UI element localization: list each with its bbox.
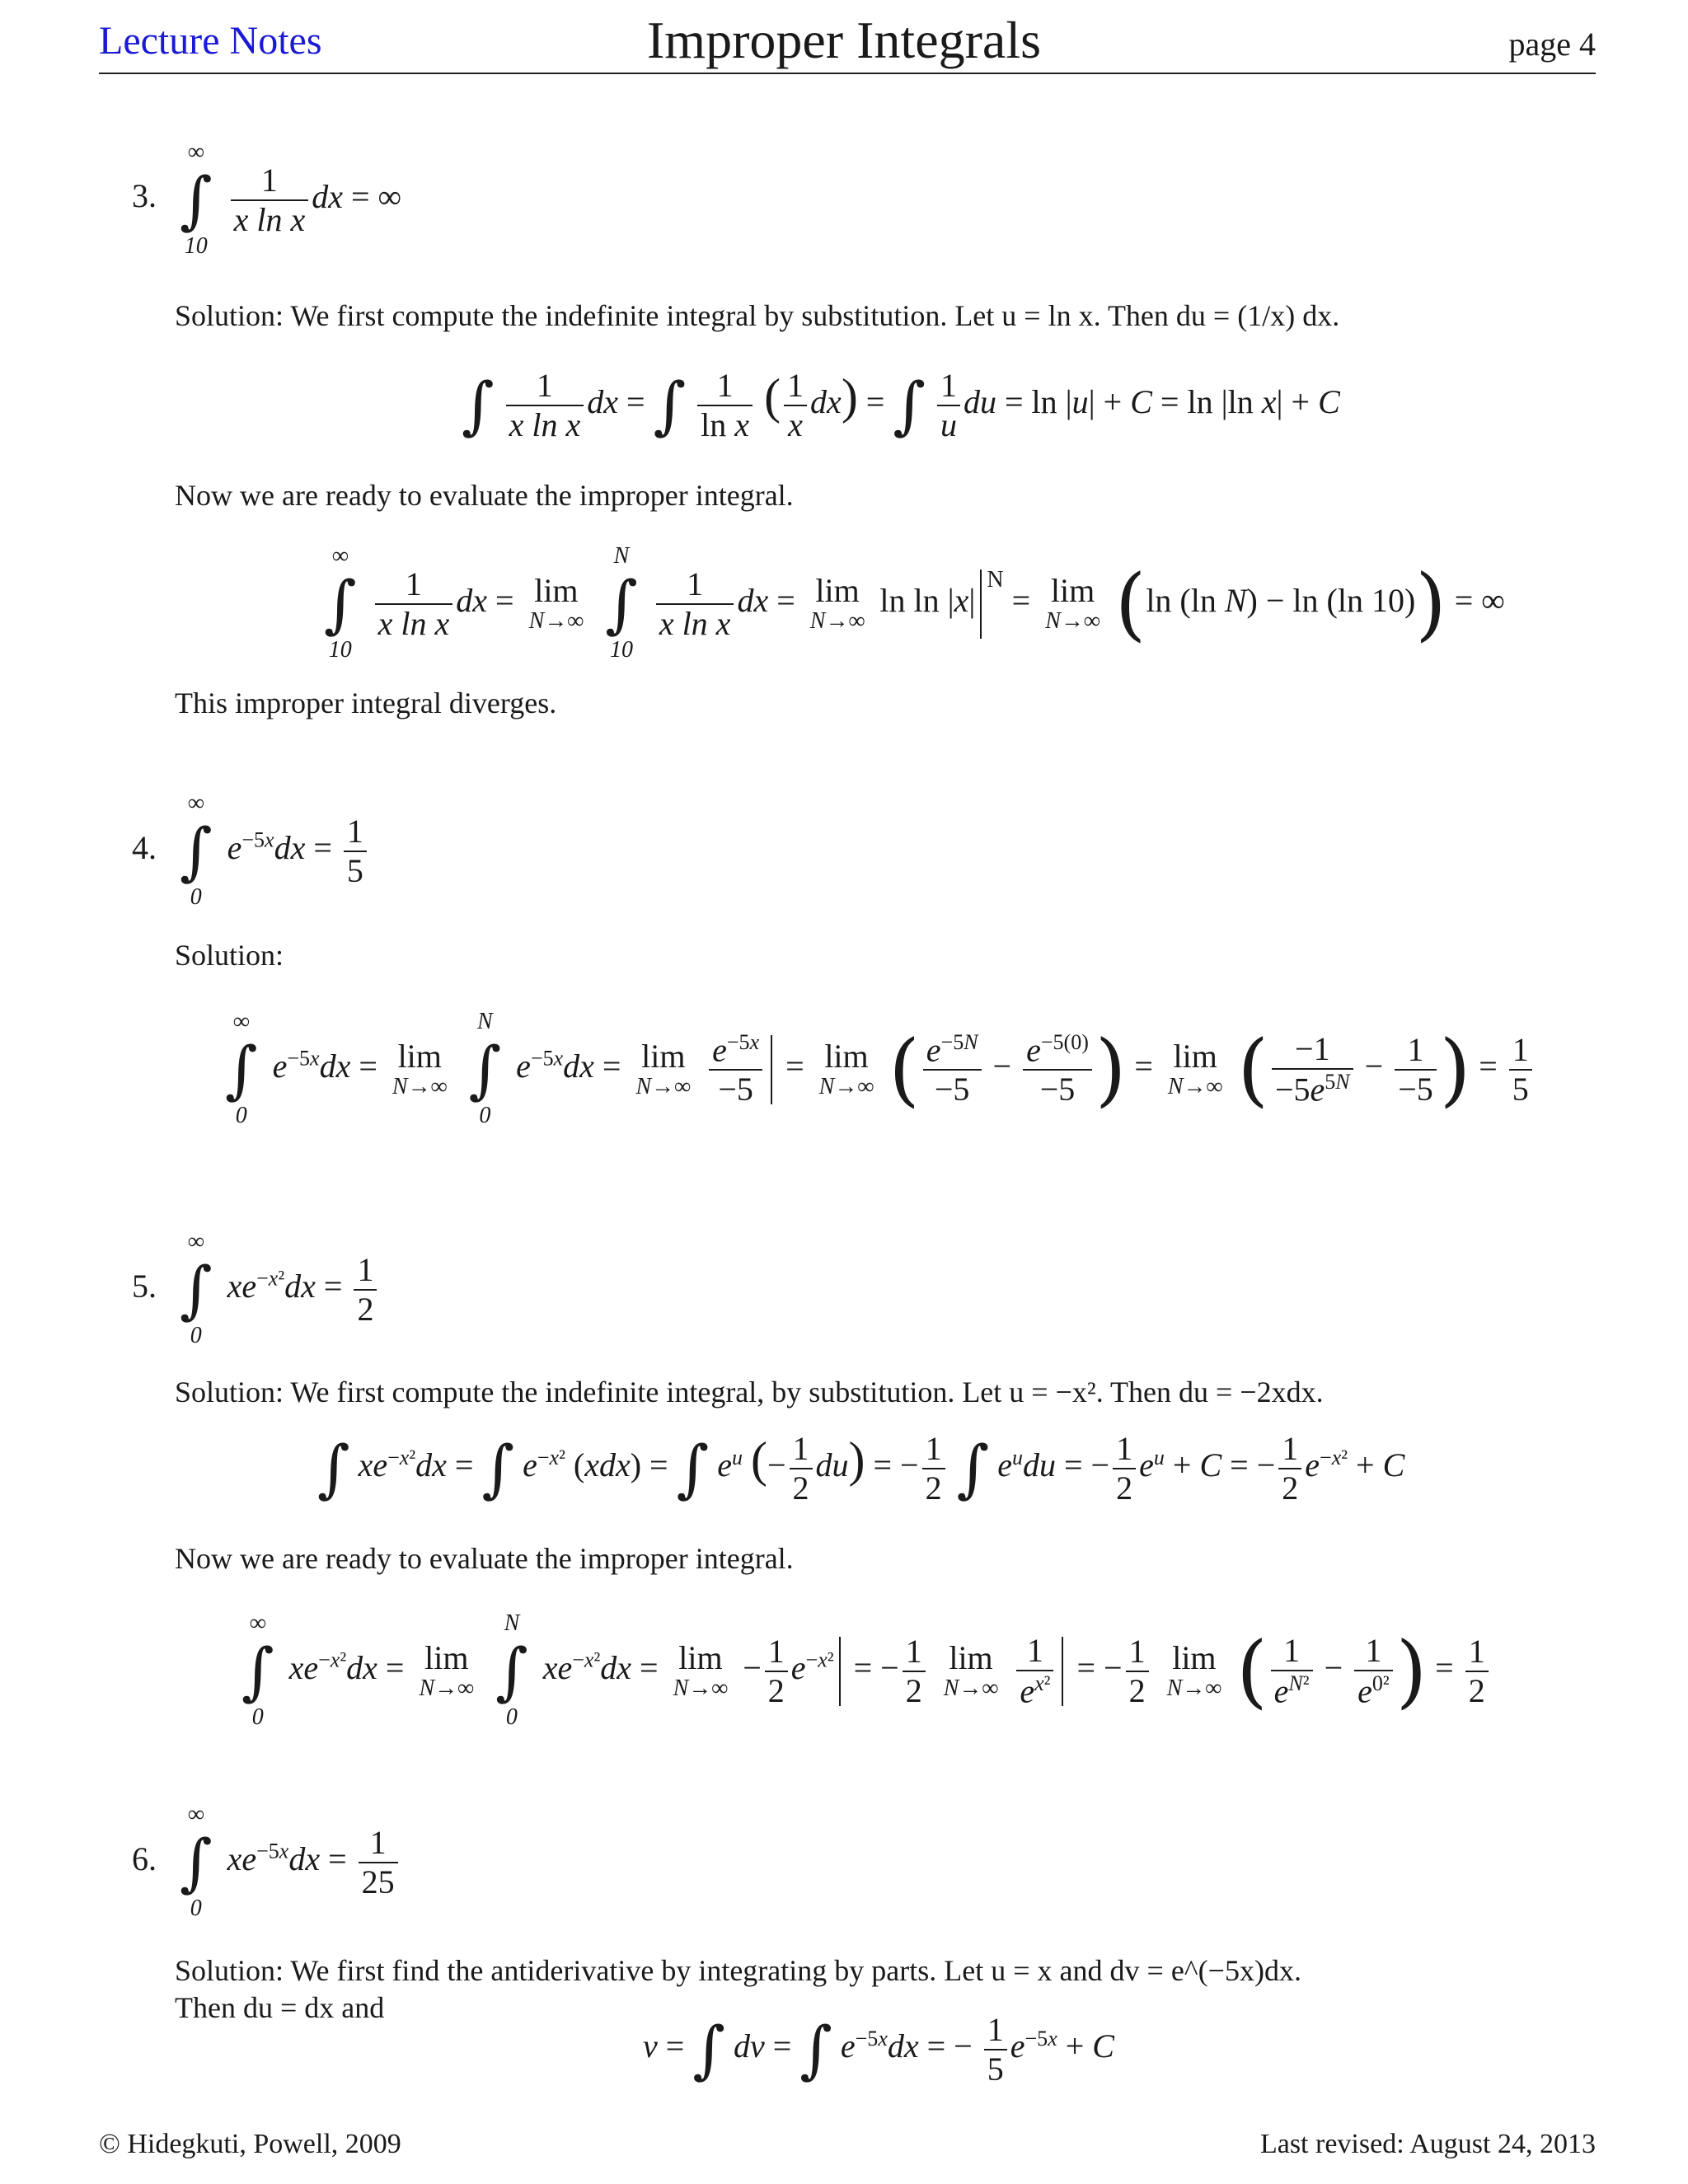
problem-3-solution-text: Solution: We first compute the indefinite integral by substitution. Let u = ln x. Then du = (1/x) dx. <box>175 299 1340 332</box>
footer-copyright: © Hidegkuti, Powell, 2009 <box>99 2129 401 2159</box>
footer-revised: Last revised: August 24, 2013 <box>1259 2129 1596 2159</box>
problem-3-ready: Now we are ready to evaluate the improper integral. <box>175 479 794 512</box>
problem-4-evaluation: ∞ ∫ 0 $e^{-5x}dx$ = lim N→∞ N ∫ 0 $e^{-5x}dx$ = lim N→∞ $\frac{e^{-5x}}{-5}$ = lim N→∞ ( $\frac{e^{-5N}}{-5}$ − $\frac{e^{-5(0)}}{-5}$ ) = lim N→∞ ( $\frac{-1}{-5e^{5N}}$ − $\frac{1}{-5}$ ) = $\frac{1}{5}$ <box>218 1010 1536 1129</box>
problem-6-statement: ∞ ∫ 0 $xe^{-5x}dx$ = $\frac{1}{25}$ <box>173 1802 401 1922</box>
problem-6-v-equation: v = ∫ dv = ∫ $e^{-5x}dx$ = − $\frac{1}{5}$ $e^{-5x} + C$ <box>643 2011 1114 2088</box>
problem-3-number: 3. <box>132 177 157 214</box>
problem-4-solution-label: Solution: <box>175 939 284 972</box>
problem-5-indefinite: ∫ $xe^{-x^2}dx$ = ∫ $e^{-x^2}$ (xdx) = ∫ $e^u$ (− $\frac{1}{2}$ du) = − $\frac{1}{2}$ ∫ $e^udu$ = − $\frac{1}{2}$ $e^u + C$ = − $\frac{1}{2}$ $e^{-x^2} + C$ <box>317 1430 1405 1507</box>
problem-3-indefinite: ∫ $\frac{1}{\text{x ln x}}$ dx = ∫ $\frac{1}{\text{ln x}}$ ( $\frac{1}{x}$ dx) = ∫ $\frac{1}{u}$ du = ln |u| + C = ln |ln x| + C <box>462 367 1340 443</box>
problem-3-evaluation: ∞ ∫ 10 $\frac{1}{\text{x ln x}}$ dx = lim N→∞ N ∫ 10 $\frac{1}{\text{x ln x}}$ dx = lim N→∞ $\ln \ln |x|^N$ = lim N→∞ (ln (ln N) − ln (ln 10)) = ∞ <box>324 543 1505 663</box>
header-rule <box>99 73 1596 74</box>
problem-3-statement: ∞ ∫ 10 $\frac{1}{\text{x ln x}}$ dx = ∞ <box>180 139 402 260</box>
problem-3-conclusion: This improper integral diverges. <box>175 687 557 719</box>
problem-6-solution-text: Solution: We first find the antiderivative by integrating by parts. Let u = x and dv = e^(−5x)dx. <box>175 1954 1301 1987</box>
problem-5-ready: Now we are ready to evaluate the improper integral. <box>175 1542 794 1575</box>
problem-5-solution-text: Solution: We first compute the indefinite integral, by substitution. Let u = −x². Then du = −2xdx. <box>175 1376 1324 1408</box>
problem-6-number: 6. <box>132 1840 157 1877</box>
page-title: Improper Integrals <box>646 11 1042 69</box>
problem-5-evaluation: ∞ ∫ 0 $xe^{-x^2}dx$ = lim N→∞ N ∫ 0 $xe^{-x^2}dx$ = lim N→∞ − $\frac{1}{2}$ $e^{-x^2}$ = − $\frac{1}{2}$ lim N→∞ $\frac{1}{e^{x^2}}$ = − $\frac{1}{2}$ lim N→∞ ( $\frac{1}{e^{N^2}}$ − $\frac{1}{e^{0^2}}$ ) = $\frac{1}{2}$ <box>235 1611 1492 1731</box>
problem-4-number: 4. <box>132 829 157 866</box>
problem-6-then-text: Then du = dx and <box>175 1991 385 2024</box>
problem-5-statement: ∞ ∫ 0 $xe^{-x^2}dx$ = $\frac{1}{2}$ <box>173 1230 380 1349</box>
problem-5-number: 5. <box>132 1268 157 1305</box>
page-number: page 4 <box>1508 26 1596 63</box>
header-left: Lecture Notes <box>99 19 322 63</box>
problem-4-statement: ∞ ∫ 0 $e^{-5x}dx$ = $\frac{1}{5}$ <box>173 791 370 911</box>
